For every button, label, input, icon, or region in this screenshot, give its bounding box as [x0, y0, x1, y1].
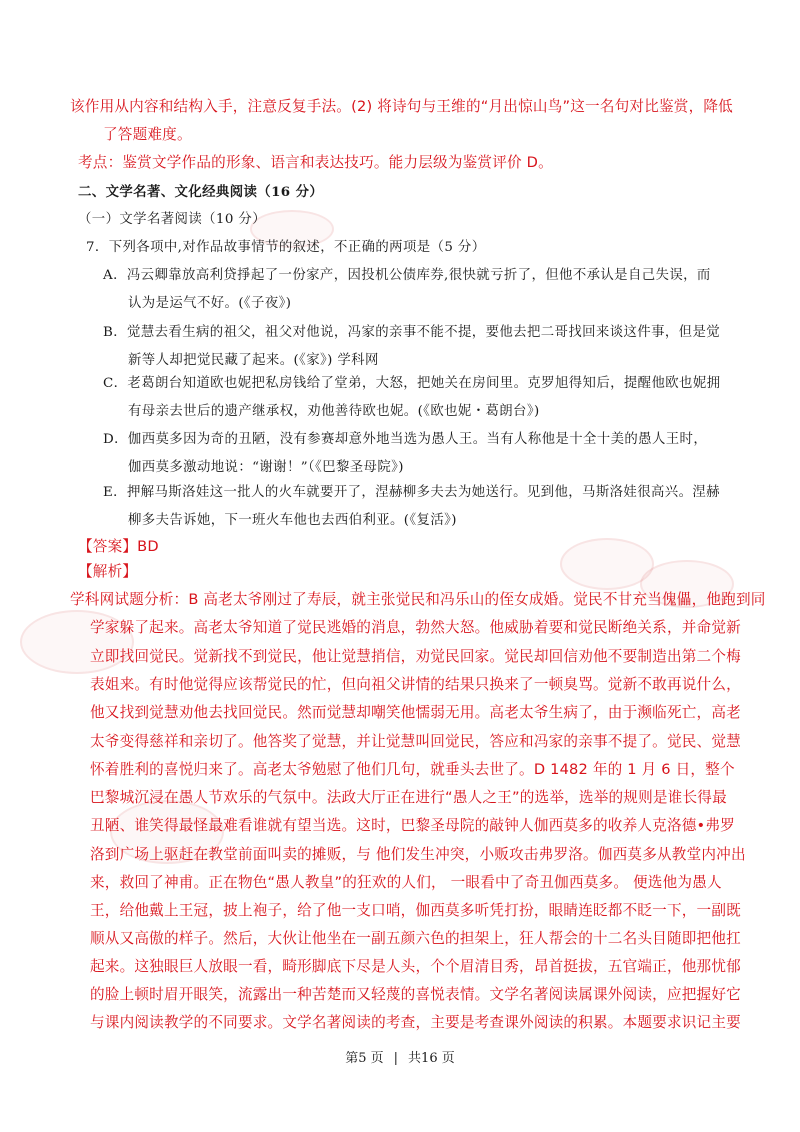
kaodian-line: 考点：鉴赏文学作品的形象、语言和表达技巧。能力层级为鉴赏评价 D。 [78, 154, 553, 171]
option-c-cont: 有母亲去世后的遗产继承权，劝他善待欧也妮。(《欧也妮・葛朗台》) [128, 404, 540, 419]
page-number: 第5 页 [345, 1051, 384, 1066]
explanation-line: 顺从又高傲的样子。然后，大伙让他坐在一副五颜六色的担架上，狂人帮会的十二名头目随即把他扛 [90, 930, 741, 947]
explanation-line: 丑陋、谁笑得最怪最难看谁就有望当选。这时，巴黎圣母院的敲钟人伽西莫多的收养人克洛德•弗罗 [90, 817, 735, 834]
option-c: C．老葛朗台知道欧也妮把私房钱给了堂弟，大怒，把她关在房间里。克罗旭得知后，提醒他欧也妮拥 [103, 376, 721, 391]
option-e-cont: 柳多夫告诉她，下一班火车他也去西伯利亚。(《复活》) [128, 513, 457, 528]
explanation-line: 他又找到觉慧劝他去找回觉民。然而觉慧却嘲笑他懦弱无用。高老太爷生病了，由于濒临死亡，高老 [90, 704, 741, 721]
explanation-line: 与课内阅读教学的不同要求。文学名著阅读的考查，主要是考查课外阅读的积累。本题要求识记主要 [90, 1014, 741, 1031]
question-stem: 7．下列各项中,对作品故事情节的叙述，不正确的两项是（5 分） [86, 240, 486, 255]
option-a: A．冯云卿靠放高利贷掙起了一份家产，因投机公债库券,很快就亏折了，但他不承认是自己失误，而 [103, 268, 711, 283]
explanation-line: 怀着胜利的喜悦归来了。高老太爷勉慰了他们几句，就垂头去世了。D 1482 年的 1 月 6 日，整个 [90, 761, 735, 778]
page-footer [0, 1047, 800, 1066]
analysis-line: 了答题难度。 [103, 126, 192, 143]
option-d: D．伽西莫多因为奇的丑陋，没有参赛却意外地当选为愚人王。当有人称他是十全十美的愚人王时， [103, 432, 708, 447]
subsection-heading: （一）文学名著阅读（10 分） [78, 212, 266, 227]
explanation-line: 学科网试题分析：B 高老太爷刚过了寿辰，就主张觉民和冯乐山的侄女成婚。觉民不甘充当傀儡，他跑到同 [70, 591, 766, 608]
explanation-line: 太爷变得慈祥和亲切了。他答奖了觉慧，并让觉慧叫回觉民，答应和冯家的亲事不提了。觉民、觉慧 [90, 733, 741, 750]
option-a-cont: 认为是运气不好。(《子夜》) [128, 296, 292, 311]
answer-line: 【答案】BD [78, 538, 159, 555]
explanation-line: 洛到广场上驱赶在教堂前面叫卖的摊贩，与 他们发生冲突，小贩攻击弗罗洛。伽西莫多从教堂内冲出 [90, 846, 746, 863]
footer-separator: | [393, 1051, 399, 1066]
option-b-cont: 新等人却把觉民藏了起来。(《家》) 学科网 [128, 353, 379, 368]
explanation-line: 巴黎城沉浸在愚人节欢乐的气氛中。法政大厅正在进行“愚人之王”的选举，选举的规则是谁长得最 [90, 789, 727, 806]
option-b: B．觉慧去看生病的祖父，祖父对他说，冯家的亲事不能不提，要他去把二哥找回来谈这件事，但是觉 [103, 325, 721, 340]
section-heading: 二、文学名著、文化经典阅读（16 分） [78, 184, 324, 200]
explanation-label: 【解析】 [78, 563, 138, 580]
analysis-line: 该作用从内容和结构入手，注意反复手法。(2) 将诗句与王维的“月出惊山鸟”这一名句对比鉴赏，降低 [70, 98, 733, 115]
explanation-line: 的脸上顿时眉开眼笑，流露出一种苦楚而又轻蔑的喜悦表情。文学名著阅读属课外阅读，应把握好它 [90, 986, 741, 1003]
option-d-cont: 伽西莫多激动地说：“谢谢！”（《巴黎圣母院》) [128, 460, 404, 475]
page-total: 共16 页 [408, 1051, 455, 1066]
explanation-line: 表姐来。有时他觉得应该帮觉民的忙，但向祖父讲情的结果只换来了一顿臭骂。觉新不敢再说什么， [90, 676, 741, 693]
explanation-line: 学家躲了起来。高老太爷知道了觉民逃婚的消息，勃然大怒。他威胁着要和觉民断绝关系，并命觉新 [90, 619, 741, 636]
explanation-line: 起来。这独眼巨人放眼一看，畸形脚底下尽是人头，个个眉清目秀，昂首挺拔，五官端正，他那忧郁 [90, 958, 741, 975]
explanation-line: 来，救回了神甫。正在物色“愚人教皇”的狂欢的人们， 一眼看中了奇丑伽西莫多。 便选他为愚人 [90, 874, 722, 891]
option-e: E．押解马斯洛娃这一批人的火车就要开了，涅赫柳多夫去为她送行。见到他，马斯洛娃很高兴。涅赫 [103, 485, 720, 500]
explanation-line: 王，给他戴上王冠，披上袍子，给了他一支口哨，伽西莫多听凭打扮，眼睛连眨都不眨一下，一副既 [90, 902, 741, 919]
explanation-line: 立即找回觉民。觉新找不到觉民，他让觉慧捎信，劝觉民回家。觉民却回信劝他不要制造出第二个梅 [90, 648, 741, 665]
